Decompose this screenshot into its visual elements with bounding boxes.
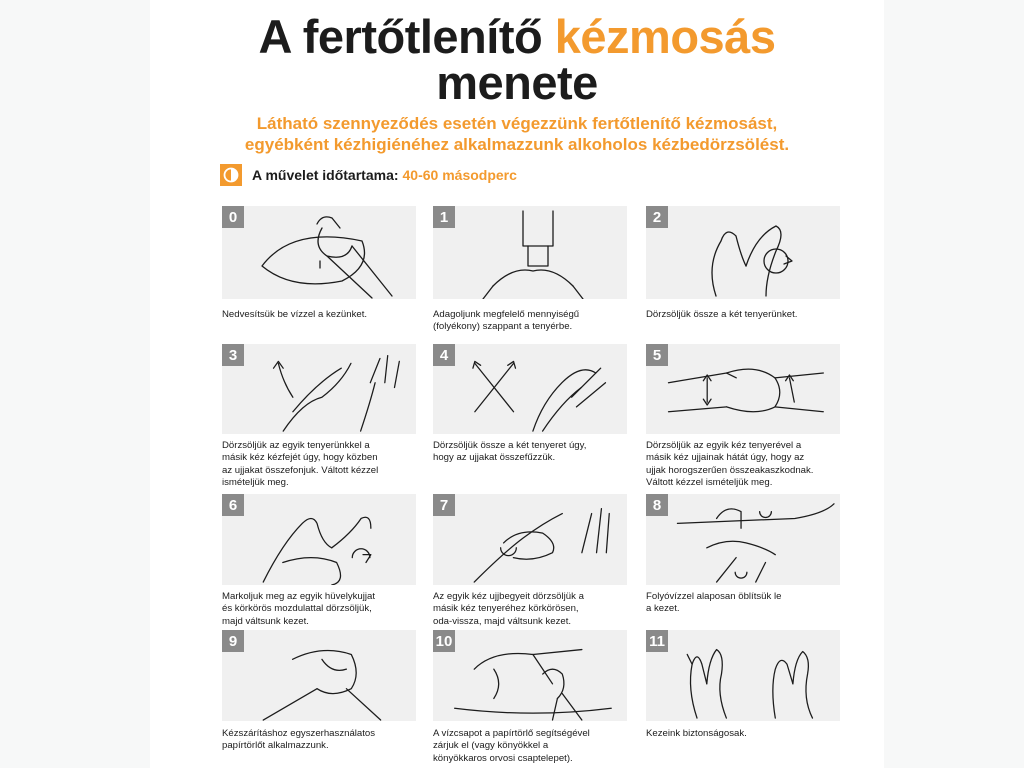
palm-to-palm-rub-icon xyxy=(646,206,840,299)
step-number: 5 xyxy=(646,344,668,366)
step-number: 9 xyxy=(222,630,244,652)
step-number: 10 xyxy=(433,630,455,652)
subtitle-line-1: Látható szennyeződés esetén végezzünk fertőtlenítő kézmosást, xyxy=(256,114,778,133)
step-illustration-panel xyxy=(433,630,627,721)
soap-dispenser-icon xyxy=(433,206,627,299)
poster-title-line-1 xyxy=(150,12,884,62)
step-illustration-panel xyxy=(222,206,416,299)
step-number: 7 xyxy=(433,494,455,516)
step-number: 1 xyxy=(433,206,455,228)
fingertips-rotation-icon xyxy=(433,494,627,585)
step-description: Dörzsöljük össze a két tenyeret úgy, hogy az ujjakat összefűzzük. xyxy=(433,440,587,464)
step-description: Kezeink biztonságosak. xyxy=(646,728,747,739)
interlaced-fingers-icon xyxy=(433,344,627,434)
step-number: 3 xyxy=(222,344,244,366)
step-description: Az egyik kéz ujjbegyeit dörzsöljük a másik kéz tenyeréhez körkörösen, oda-vissza, majd váltsunk kezet. xyxy=(433,591,584,627)
timer-icon xyxy=(220,164,242,186)
step-number: 6 xyxy=(222,494,244,516)
step-illustration-panel xyxy=(433,344,627,434)
duration-label: A művelet időtartama: xyxy=(252,167,399,183)
title-part-1: A fertőtlenítő xyxy=(258,10,543,63)
wet-hands-under-tap-icon xyxy=(222,206,416,299)
step-illustration-panel xyxy=(433,206,627,299)
step-number: 0 xyxy=(222,206,244,228)
step-description: Dörzsöljük az egyik tenyerünkkel a másik kéz kézfejét úgy, hogy közben az ujjakat összefonjuk. Váltott kézzel ismételjük meg. xyxy=(222,440,379,489)
step-description: Dörzsöljük össze a két tenyerünket. xyxy=(646,309,798,320)
thumb-rotation-icon xyxy=(222,494,416,585)
back-of-hand-rub-icon xyxy=(222,344,416,434)
safe-clean-hands-icon xyxy=(646,630,840,721)
left-margin xyxy=(0,0,150,768)
duration-row xyxy=(220,164,517,186)
step-description: Nedvesítsük be vízzel a kezünket. xyxy=(222,309,368,320)
step-description: Markoljuk meg az egyik hüvelykujjat és körkörös mozdulattal dörzsöljük, majd váltsunk kezet. xyxy=(222,591,376,627)
step-illustration-panel xyxy=(646,344,840,434)
step-illustration-panel xyxy=(222,494,416,585)
close-tap-with-towel-icon xyxy=(433,630,627,721)
poster-subtitle xyxy=(150,113,884,155)
paper-towel-dry-icon xyxy=(222,630,416,721)
step-number: 2 xyxy=(646,206,668,228)
step-description: Dörzsöljük az egyik kéz tenyerével a másik kéz ujjainak hátát úgy, hogy az ujjak horogszerűen összeakaszkodnak. Váltott kézzel ismételjük meg. xyxy=(646,440,814,489)
right-margin xyxy=(884,0,1024,768)
step-number: 11 xyxy=(646,630,668,652)
step-illustration-panel xyxy=(222,344,416,434)
step-illustration-panel xyxy=(646,630,840,721)
step-number: 4 xyxy=(433,344,455,366)
step-number: 8 xyxy=(646,494,668,516)
handwashing-poster xyxy=(150,0,884,768)
step-illustration-panel xyxy=(433,494,627,585)
poster-title-line-2: menete xyxy=(436,56,598,109)
step-illustration-panel xyxy=(646,206,840,299)
rinse-hands-icon xyxy=(646,494,840,585)
interlocked-fingers-icon xyxy=(646,344,840,434)
subtitle-line-2: egyébként kézhigiénéhez alkalmazzunk alkoholos kézbedörzsölést. xyxy=(244,135,790,154)
title-part-2-highlight: kézmosás xyxy=(554,10,776,63)
step-description: A vízcsapot a papírtörlő segítségével zárjuk el (vagy könyökkel a könyökkaros orvosi csaptelepet). xyxy=(433,728,590,764)
step-description: Folyóvízzel alaposan öblítsük le a kezet. xyxy=(646,591,782,615)
step-description: Kézszárításhoz egyszerhasználatos papírtörlőt alkalmazzunk. xyxy=(222,728,376,752)
step-description: Adagoljunk megfelelő mennyiségű (folyékony) szappant a tenyérbe. xyxy=(433,309,580,333)
step-illustration-panel xyxy=(222,630,416,721)
duration-value: 40-60 másodperc xyxy=(402,167,517,183)
step-illustration-panel xyxy=(646,494,840,585)
